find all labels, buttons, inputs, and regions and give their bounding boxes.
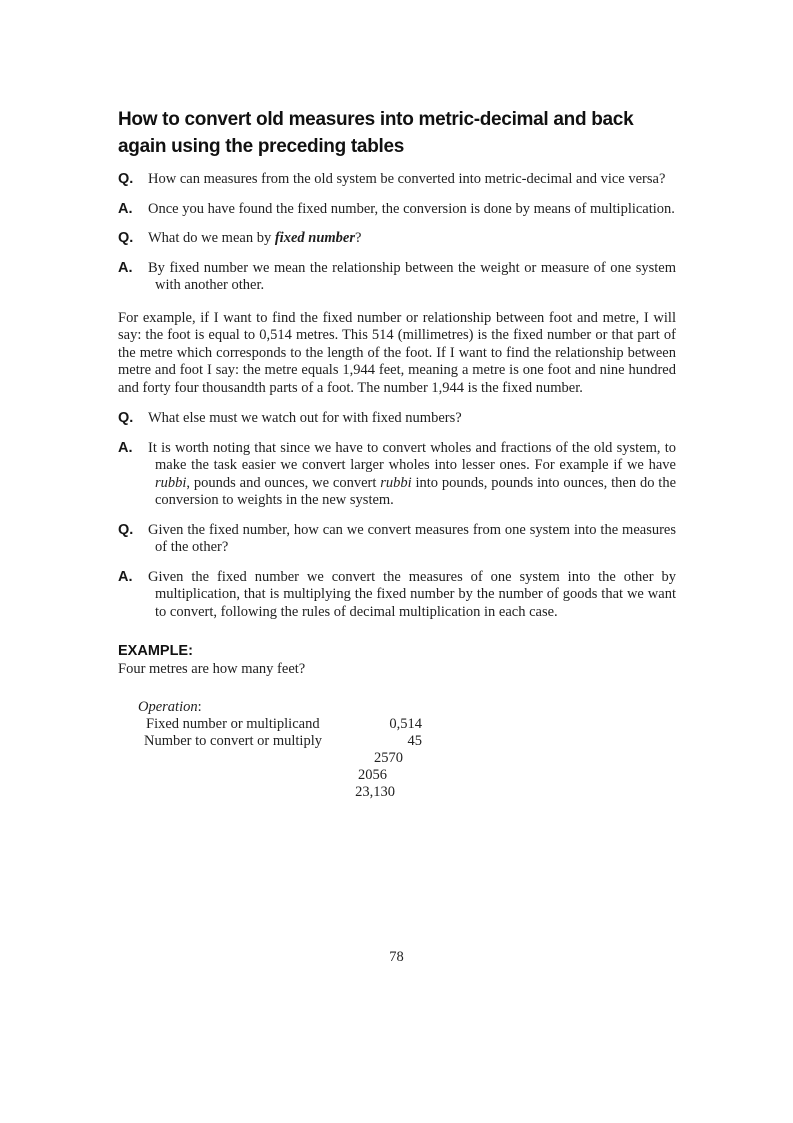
qa-item-question-4 [118, 522, 676, 557]
qa-text: It is worth noting that since we have to convert wholes and fractions of the old system, to make the task easier we convert larger wholes into lesser ones. For example if we have rubbi, pounds and ounces, we convert rubbi into pounds, pounds into ounces, then do the conversion to weights in the new system. [148, 439, 677, 508]
qa-text: What do we mean by fixed number? [148, 230, 362, 246]
partial-value: 2570 [374, 750, 403, 766]
qa-label: A. [118, 259, 133, 276]
qa-text: By fixed number we mean the relationship between the weight or measure of one system with another other. [148, 259, 676, 293]
operation-row-multiplier [118, 733, 676, 750]
qa-label: A. [118, 200, 133, 217]
qa-text: Given the fixed number we convert the measures of one system into the other by multiplication, that is multiplying the fixed number by the number of goods that we want to convert, following the rules of decimal multiplication in each case. [148, 568, 676, 620]
example-question: Four metres are how many feet? [118, 661, 306, 677]
result-row [118, 784, 676, 801]
text-block [118, 106, 676, 801]
operation-label: Operation: [138, 699, 202, 715]
qa-text: What else must we watch out for with fixed numbers? [148, 410, 462, 426]
body-paragraph: For example, if I want to find the fixed number or relationship between foot and metre, I will say: the foot is equal to 0,514 metres. This 514 (millimetres) is the fixed number or that part of the metre which corresponds to the length of the foot. If I want to find the relationship between metre and foot I say: the metre equals 1,944 feet, meaning a metre is one foot and nine hundred and forty four thousandth parts of a foot. The number 1,944 is the fixed number. [118, 309, 676, 396]
row-label: Number to convert or multiply [144, 733, 322, 749]
partial-product-row [118, 750, 676, 767]
qa-item-question-2 [118, 230, 676, 248]
qa-item-answer-2 [118, 260, 676, 295]
qa-text: How can measures from the old system be converted into metric-decimal and vice versa? [148, 171, 666, 187]
qa-label: Q. [118, 171, 134, 187]
qa-item-answer-1 [118, 201, 676, 219]
result-value: 23,130 [355, 784, 395, 800]
qa-item-answer-3 [118, 440, 676, 510]
qa-label: A. [118, 568, 133, 585]
page-title-line-2: again using the preceding tables [118, 136, 405, 157]
qa-item-answer-4 [118, 569, 676, 622]
page-title [118, 106, 676, 160]
page-number: 78 [389, 949, 404, 965]
qa-item-question-1 [118, 171, 676, 189]
qa-label: Q. [118, 521, 134, 538]
qa-text: Given the fixed number, how can we convert measures from one system into the measures of the other? [148, 521, 676, 555]
row-value: 0,514 [389, 716, 422, 732]
qa-label: Q. [118, 230, 134, 246]
row-label: Fixed number or multiplicand [146, 716, 320, 732]
row-value: 45 [407, 733, 422, 749]
partial-value: 2056 [358, 767, 387, 783]
example-heading: EXAMPLE: [118, 643, 193, 659]
operation-row-multiplicand [118, 716, 676, 733]
qa-label: A. [118, 439, 133, 456]
qa-item-question-3 [118, 410, 676, 428]
operation-block [118, 699, 676, 801]
partial-product-row [118, 767, 676, 784]
qa-label: Q. [118, 410, 134, 426]
qa-text: Once you have found the fixed number, the conversion is done by means of multiplication. [148, 200, 675, 217]
page-title-line-1: How to convert old measures into metric-decimal and back [118, 109, 634, 130]
